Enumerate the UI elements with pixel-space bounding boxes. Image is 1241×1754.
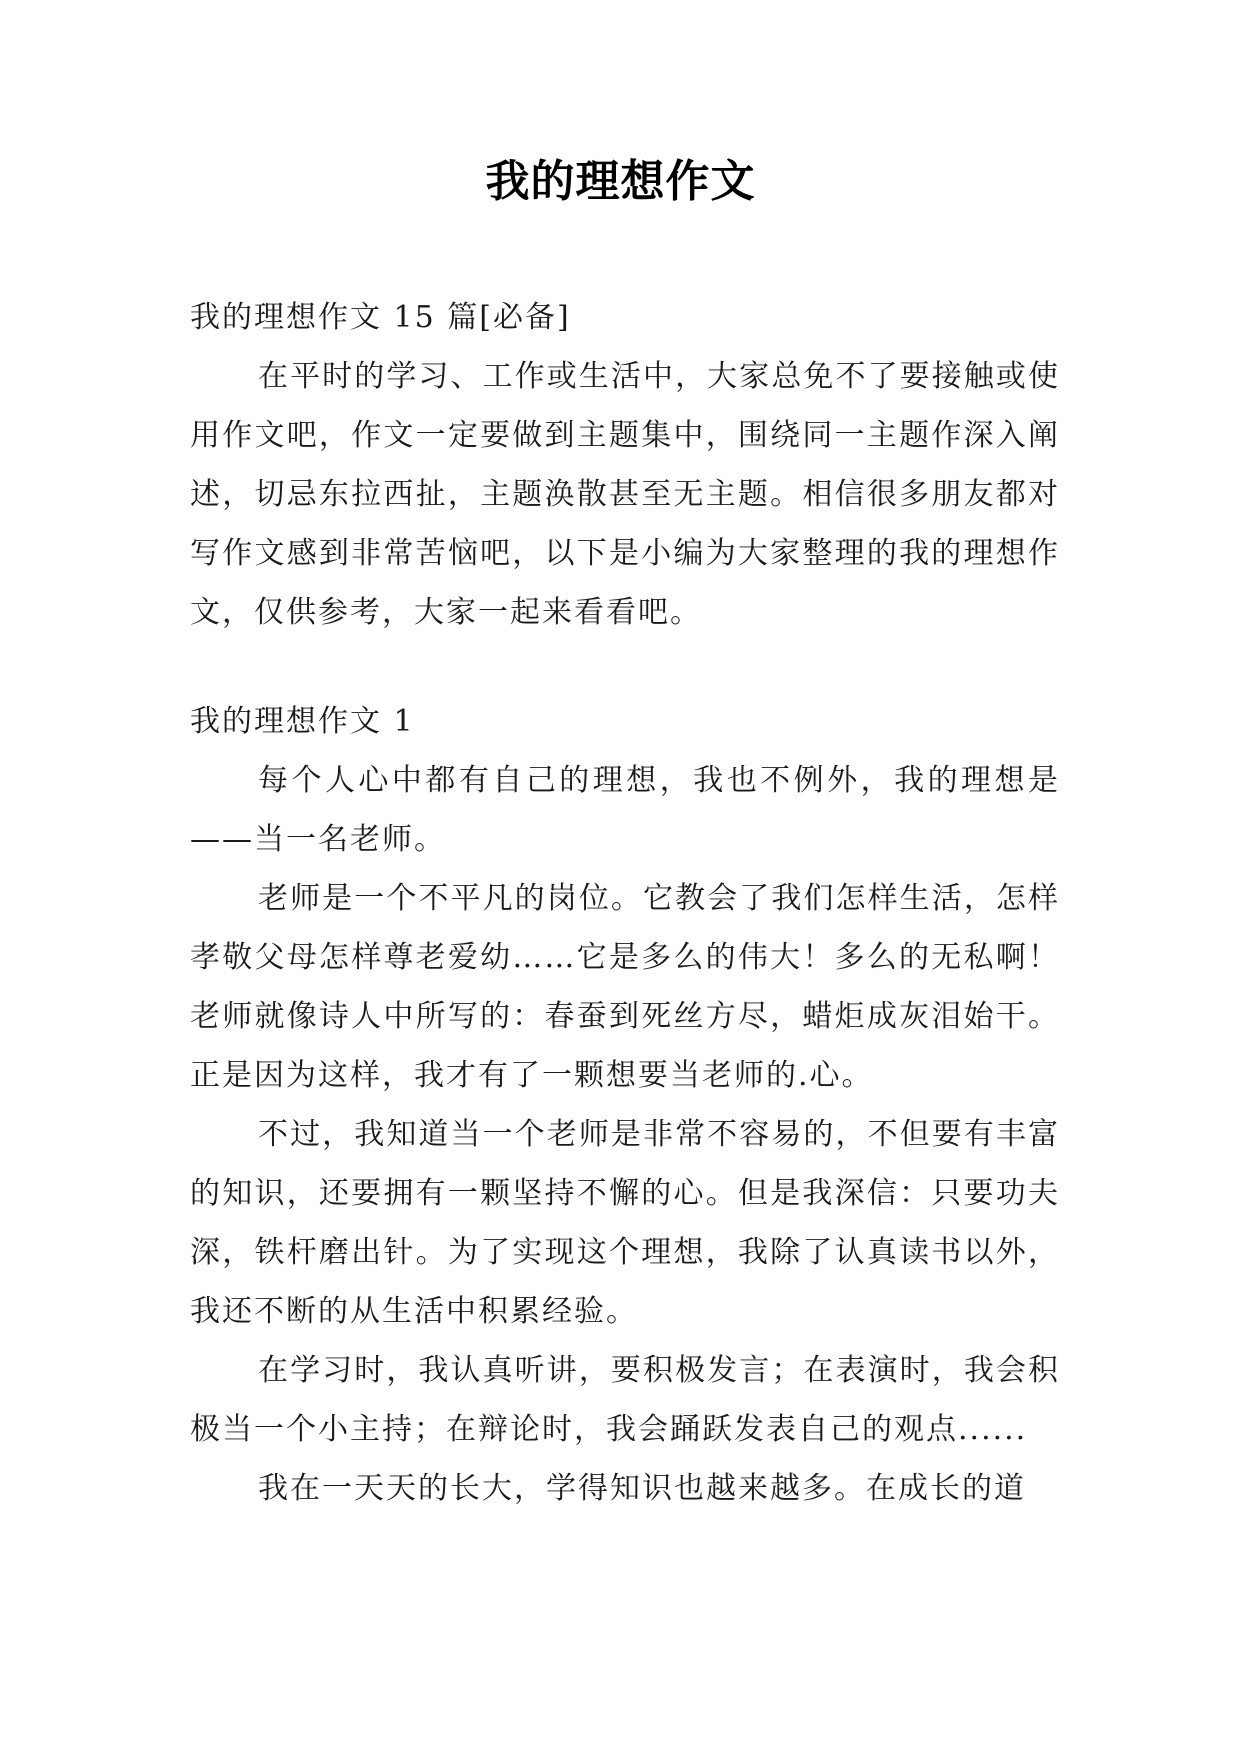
essay-paragraph: 在学习时，我认真听讲，要积极发言；在表演时，我会积极当一个小主持；在辩论时，我会踊跃发表自己的观点...... <box>190 1353 1060 1447</box>
essay-paragraph: 不过，我知道当一个老师是非常不容易的，不但要有丰富的知识，还要拥有一颗坚持不懈的心。但是我深信：只要功夫深，铁杆磨出针。为了实现这个理想，我除了认真读书以外，我还不断的从生活中积累经验。 <box>190 1117 1060 1329</box>
essay-paragraph: 我在一天天的长大，学得知识也越来越多。在成长的道 <box>258 1471 1026 1506</box>
essay-heading: 我的理想作文 1 <box>190 704 415 739</box>
document-title: 我的理想作文 <box>485 156 756 207</box>
essay-paragraph: 每个人心中都有自己的理想，我也不例外，我的理想是——当一名老师。 <box>190 763 1060 857</box>
essay-paragraph: 老师是一个不平凡的岗位。它教会了我们怎样生活，怎样孝敬父母怎样尊老爱幼……它是多么的伟大！多么的无私啊！老师就像诗人中所写的：春蚕到死丝方尽，蜡炬成灰泪始干。正是因为这样，我才有了一颗想要当老师的.心。 <box>190 881 1060 1093</box>
section-gap <box>190 642 1060 692</box>
document-body <box>190 288 1060 1518</box>
document-subtitle: 我的理想作文 15 篇[必备] <box>190 300 571 335</box>
intro-paragraph: 在平时的学习、工作或生活中，大家总免不了要接触或使用作文吧，作文一定要做到主题集中，围绕同一主题作深入阐述，切忌东拉西扯，主题涣散甚至无主题。相信很多朋友都对写作文感到非常苦恼吧，以下是小编为大家整理的我的理想作文，仅供参考，大家一起来看看吧。 <box>190 359 1060 630</box>
